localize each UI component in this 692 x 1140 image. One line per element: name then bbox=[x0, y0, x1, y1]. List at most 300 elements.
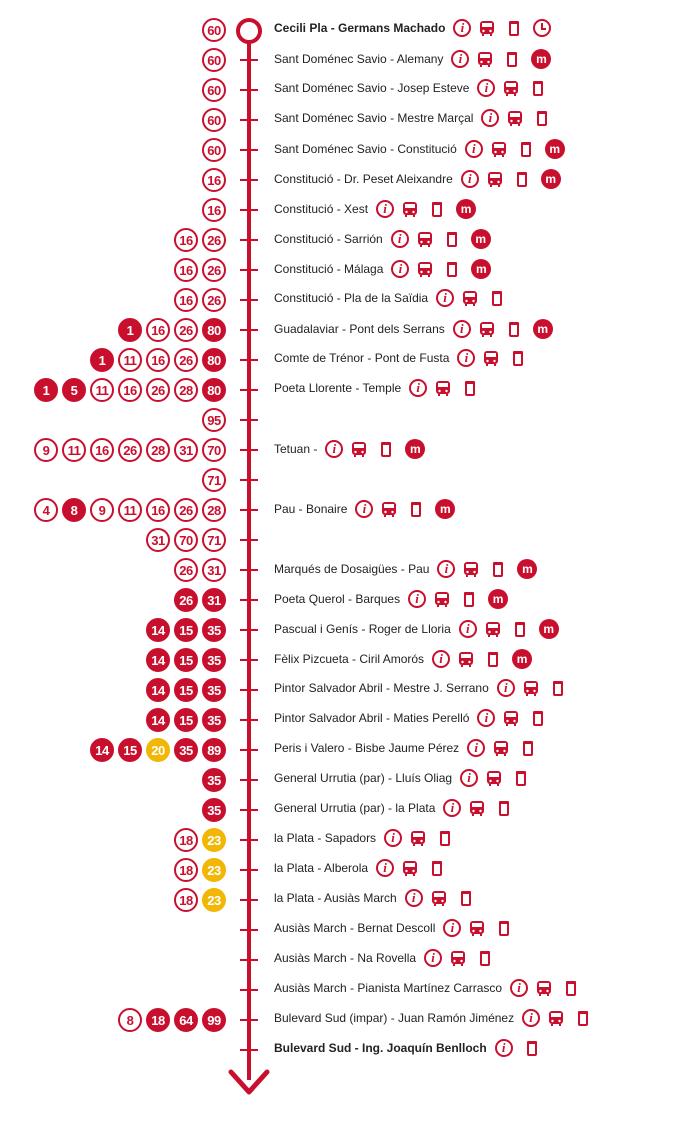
stop-name[interactable]: General Urrutia (par) - la Plata bbox=[274, 801, 436, 815]
line-badge[interactable]: 11 bbox=[90, 378, 114, 402]
stop[interactable] bbox=[274, 619, 559, 639]
line-badge[interactable]: 14 bbox=[146, 678, 170, 702]
bus-stop-icon[interactable] bbox=[434, 591, 450, 608]
stop[interactable] bbox=[274, 109, 547, 127]
bin-icon[interactable] bbox=[447, 232, 457, 247]
stop[interactable] bbox=[274, 829, 450, 847]
stop[interactable] bbox=[274, 889, 471, 907]
stop[interactable] bbox=[274, 379, 475, 397]
bus-stop-icon[interactable] bbox=[477, 51, 493, 68]
bus-stop-icon[interactable] bbox=[435, 380, 451, 397]
line-badge[interactable]: 16 bbox=[174, 288, 198, 312]
stop-tick bbox=[240, 659, 258, 661]
line-badge[interactable]: 23 bbox=[202, 828, 226, 852]
stop-name[interactable]: Marqués de Dosaigües - Pau bbox=[274, 562, 430, 576]
metro-icon[interactable]: m bbox=[539, 619, 559, 639]
info-icon[interactable]: i bbox=[497, 679, 515, 697]
line-badges bbox=[202, 408, 226, 432]
bin-icon[interactable] bbox=[480, 951, 490, 966]
bin-icon[interactable] bbox=[381, 442, 391, 457]
stop-row bbox=[0, 105, 692, 135]
line-badge[interactable]: 14 bbox=[146, 618, 170, 642]
stop-name[interactable]: Constitució - Dr. Peset Aleixandre bbox=[274, 172, 453, 186]
stop-tick bbox=[240, 449, 258, 451]
stop[interactable] bbox=[274, 259, 491, 279]
stop-name[interactable]: Constitució - Sarrión bbox=[274, 232, 383, 246]
stop[interactable] bbox=[274, 199, 476, 219]
line-badge[interactable]: 11 bbox=[118, 348, 142, 372]
line-badge[interactable]: 35 bbox=[174, 738, 198, 762]
bus-stop-icon[interactable] bbox=[523, 680, 539, 697]
info-icon[interactable]: i bbox=[522, 1009, 540, 1027]
bin-icon[interactable] bbox=[509, 21, 519, 36]
bin-icon[interactable] bbox=[553, 681, 563, 696]
info-icon[interactable]: i bbox=[457, 349, 475, 367]
bus-stop-icon[interactable] bbox=[503, 80, 519, 97]
stop[interactable] bbox=[274, 19, 551, 37]
stop[interactable] bbox=[274, 319, 553, 339]
metro-icon[interactable]: m bbox=[471, 229, 491, 249]
stop[interactable] bbox=[274, 589, 508, 609]
stop-tick bbox=[240, 119, 258, 121]
line-badge[interactable]: 31 bbox=[202, 558, 226, 582]
bus-stop-icon[interactable] bbox=[381, 501, 397, 518]
bin-icon[interactable] bbox=[509, 322, 519, 337]
stop-tick bbox=[240, 719, 258, 721]
line-badge[interactable]: 15 bbox=[174, 648, 198, 672]
line-badge[interactable]: 80 bbox=[202, 348, 226, 372]
stop-tick bbox=[240, 839, 258, 841]
line-badge[interactable]: 14 bbox=[146, 708, 170, 732]
stop[interactable] bbox=[274, 949, 490, 967]
stop-name[interactable]: Peris i Valero - Bisbe Jaume Pérez bbox=[274, 741, 460, 755]
line-badge[interactable]: 26 bbox=[118, 438, 142, 462]
line-badge[interactable]: 35 bbox=[202, 798, 226, 822]
bus-stop-icon[interactable] bbox=[485, 621, 501, 638]
bus-stop-icon[interactable] bbox=[410, 830, 426, 847]
line-badge[interactable]: 11 bbox=[118, 498, 142, 522]
line-badge[interactable]: 28 bbox=[146, 438, 170, 462]
line-badge[interactable]: 11 bbox=[62, 438, 86, 462]
stop-name[interactable]: Pintor Salvador Abril - Mestre J. Serrano bbox=[274, 681, 489, 695]
stop-row bbox=[0, 795, 692, 825]
metro-icon[interactable]: m bbox=[533, 319, 553, 339]
metro-icon[interactable]: m bbox=[541, 169, 561, 189]
stop[interactable] bbox=[274, 1039, 537, 1057]
stop[interactable] bbox=[274, 139, 565, 159]
line-badge[interactable]: 4 bbox=[34, 498, 58, 522]
metro-icon[interactable]: m bbox=[531, 49, 551, 69]
info-icon[interactable]: i bbox=[437, 560, 455, 578]
info-icon[interactable]: i bbox=[325, 440, 343, 458]
bus-stop-icon[interactable] bbox=[431, 890, 447, 907]
stop-name[interactable]: Sant Doménec Savio - Mestre Marçal bbox=[274, 111, 474, 125]
line-badge[interactable]: 14 bbox=[146, 648, 170, 672]
line-badge[interactable]: 35 bbox=[202, 708, 226, 732]
info-icon[interactable]: i bbox=[405, 889, 423, 907]
stop-tick bbox=[240, 779, 258, 781]
line-badge[interactable]: 15 bbox=[174, 708, 198, 732]
info-icon[interactable]: i bbox=[465, 140, 483, 158]
bin-icon[interactable] bbox=[537, 111, 547, 126]
line-badge[interactable]: 26 bbox=[174, 498, 198, 522]
line-badge[interactable]: 26 bbox=[146, 378, 170, 402]
bus-stop-icon[interactable] bbox=[462, 290, 478, 307]
info-icon[interactable]: i bbox=[436, 289, 454, 307]
stop-name[interactable]: Ausiàs March - Bernat Descoll bbox=[274, 921, 436, 935]
stop-name[interactable]: Fèlix Pizcueta - Ciril Amorós bbox=[274, 652, 425, 666]
info-icon[interactable]: i bbox=[460, 769, 478, 787]
info-icon[interactable]: i bbox=[376, 859, 394, 877]
line-badge[interactable]: 18 bbox=[146, 1008, 170, 1032]
stop-tick bbox=[240, 569, 258, 571]
line-badge[interactable]: 1 bbox=[34, 378, 58, 402]
stop[interactable] bbox=[274, 919, 509, 937]
stop-row bbox=[0, 255, 692, 285]
line-badge[interactable]: 16 bbox=[90, 438, 114, 462]
bin-icon[interactable] bbox=[521, 142, 531, 157]
line-badge[interactable]: 28 bbox=[174, 378, 198, 402]
stop-row bbox=[0, 1005, 692, 1035]
stop[interactable] bbox=[274, 559, 537, 579]
bus-stop-icon[interactable] bbox=[402, 860, 418, 877]
line-badges bbox=[118, 318, 226, 342]
stop-name[interactable]: Tetuan - bbox=[274, 442, 318, 456]
line-badge[interactable]: 26 bbox=[174, 558, 198, 582]
bin-icon[interactable] bbox=[515, 622, 525, 637]
metro-icon[interactable]: m bbox=[545, 139, 565, 159]
stop-tick bbox=[240, 599, 258, 601]
line-badge[interactable]: 60 bbox=[202, 18, 226, 42]
bus-stop-icon[interactable] bbox=[417, 261, 433, 278]
line-badge[interactable]: 26 bbox=[174, 348, 198, 372]
info-icon[interactable]: i bbox=[495, 1039, 513, 1057]
line-badge[interactable]: 26 bbox=[202, 258, 226, 282]
stop-name[interactable]: General Urrutia (par) - Lluís Oliag bbox=[274, 771, 453, 785]
stop-tick bbox=[240, 509, 258, 511]
bin-icon[interactable] bbox=[533, 711, 543, 726]
stop-name[interactable]: Cecili Pla - Germans Machado bbox=[274, 21, 446, 35]
line-badge[interactable]: 99 bbox=[202, 1008, 226, 1032]
stop[interactable] bbox=[274, 739, 533, 757]
stop-name[interactable]: Constitució - Xest bbox=[274, 202, 369, 216]
line-badges bbox=[146, 648, 226, 672]
bin-icon[interactable] bbox=[411, 502, 421, 517]
bin-icon[interactable] bbox=[447, 262, 457, 277]
route-start-marker bbox=[236, 18, 262, 44]
stop-name[interactable]: la Plata - Sapadors bbox=[274, 831, 377, 845]
line-badge[interactable]: 23 bbox=[202, 888, 226, 912]
stop-row bbox=[0, 75, 692, 105]
line-badge[interactable]: 18 bbox=[174, 888, 198, 912]
stop-tick bbox=[240, 89, 258, 91]
bin-icon[interactable] bbox=[461, 891, 471, 906]
bin-icon[interactable] bbox=[516, 771, 526, 786]
info-icon[interactable]: i bbox=[451, 50, 469, 68]
info-icon[interactable]: i bbox=[477, 79, 495, 97]
line-badges bbox=[146, 708, 226, 732]
stop-name[interactable]: Bulevard Sud (impar) - Juan Ramón Jiménez bbox=[274, 1011, 515, 1025]
stop-tick bbox=[240, 209, 258, 211]
line-badge[interactable]: 28 bbox=[202, 498, 226, 522]
info-icon[interactable]: i bbox=[424, 949, 442, 967]
stop-row bbox=[0, 915, 692, 945]
info-icon[interactable]: i bbox=[384, 829, 402, 847]
line-badge[interactable]: 26 bbox=[202, 228, 226, 252]
info-icon[interactable]: i bbox=[453, 19, 471, 37]
line-badge[interactable]: 60 bbox=[202, 138, 226, 162]
stop-tick bbox=[240, 179, 258, 181]
bin-icon[interactable] bbox=[464, 592, 474, 607]
line-badge[interactable]: 9 bbox=[34, 438, 58, 462]
info-icon[interactable]: i bbox=[409, 379, 427, 397]
info-icon[interactable]: i bbox=[467, 739, 485, 757]
stop[interactable] bbox=[274, 499, 455, 519]
bin-icon[interactable] bbox=[465, 381, 475, 396]
line-badge[interactable]: 35 bbox=[202, 648, 226, 672]
bus-stop-icon[interactable] bbox=[479, 20, 495, 37]
bus-stop-icon[interactable] bbox=[463, 561, 479, 578]
bus-stop-icon[interactable] bbox=[548, 1010, 564, 1027]
bus-stop-icon[interactable] bbox=[351, 441, 367, 458]
bin-icon[interactable] bbox=[488, 652, 498, 667]
bus-stop-icon[interactable] bbox=[402, 201, 418, 218]
bin-icon[interactable] bbox=[527, 1041, 537, 1056]
stop-row bbox=[0, 705, 692, 735]
stop-tick bbox=[240, 749, 258, 751]
line-badge[interactable]: 14 bbox=[90, 738, 114, 762]
stop-name[interactable]: Ausiàs March - Na Rovella bbox=[274, 951, 417, 965]
stop-tick bbox=[240, 689, 258, 691]
stop[interactable] bbox=[274, 229, 491, 249]
bus-stop-icon[interactable] bbox=[503, 710, 519, 727]
stop-name[interactable]: Comte de Trénor - Pont de Fusta bbox=[274, 351, 450, 365]
stop-tick bbox=[240, 59, 258, 61]
stop-name[interactable]: Pascual i Genís - Roger de Lloria bbox=[274, 622, 451, 636]
line-badge[interactable]: 60 bbox=[202, 108, 226, 132]
line-badge[interactable]: 26 bbox=[174, 588, 198, 612]
line-badges bbox=[202, 768, 226, 792]
info-icon[interactable]: i bbox=[453, 320, 471, 338]
line-badge[interactable]: 23 bbox=[202, 858, 226, 882]
line-badge[interactable]: 1 bbox=[118, 318, 142, 342]
stop[interactable] bbox=[274, 709, 543, 727]
line-badge[interactable]: 16 bbox=[174, 228, 198, 252]
line-badges bbox=[174, 228, 226, 252]
bus-stop-icon[interactable] bbox=[487, 171, 503, 188]
line-badge[interactable]: 15 bbox=[118, 738, 142, 762]
info-icon[interactable]: i bbox=[376, 200, 394, 218]
line-badge[interactable]: 70 bbox=[202, 438, 226, 462]
stop[interactable] bbox=[274, 439, 425, 459]
bin-icon[interactable] bbox=[493, 562, 503, 577]
line-badge[interactable]: 60 bbox=[202, 78, 226, 102]
line-badge[interactable]: 95 bbox=[202, 408, 226, 432]
bus-stop-icon[interactable] bbox=[417, 231, 433, 248]
stop-name[interactable]: Poeta Llorente - Temple bbox=[274, 381, 402, 395]
bus-stop-icon[interactable] bbox=[507, 110, 523, 127]
line-badge[interactable]: 26 bbox=[174, 318, 198, 342]
bus-stop-icon[interactable] bbox=[469, 800, 485, 817]
stop-row bbox=[0, 195, 692, 225]
line-badges bbox=[202, 168, 226, 192]
line-badge[interactable]: 18 bbox=[174, 828, 198, 852]
line-badges bbox=[90, 738, 226, 762]
stop-tick bbox=[240, 389, 258, 391]
line-badges bbox=[202, 198, 226, 222]
bin-icon[interactable] bbox=[566, 981, 576, 996]
line-badge[interactable]: 35 bbox=[202, 618, 226, 642]
bus-stop-icon[interactable] bbox=[469, 920, 485, 937]
info-icon[interactable]: i bbox=[459, 620, 477, 638]
stop-row bbox=[0, 15, 692, 45]
line-badge[interactable]: 18 bbox=[174, 858, 198, 882]
bin-icon[interactable] bbox=[440, 831, 450, 846]
line-badge[interactable]: 31 bbox=[202, 588, 226, 612]
line-badges bbox=[202, 108, 226, 132]
bus-stop-icon[interactable] bbox=[493, 740, 509, 757]
line-badges bbox=[146, 528, 226, 552]
metro-icon[interactable]: m bbox=[435, 499, 455, 519]
bus-stop-icon[interactable] bbox=[450, 950, 466, 967]
stop-name[interactable]: Constitució - Pla de la Saïdia bbox=[274, 291, 429, 305]
stop-name[interactable]: Ausiàs March - Pianista Martínez Carrasco bbox=[274, 981, 503, 995]
stop-name[interactable]: Sant Doménec Savio - Constitució bbox=[274, 142, 457, 156]
line-badge[interactable]: 64 bbox=[174, 1008, 198, 1032]
bin-icon[interactable] bbox=[499, 921, 509, 936]
line-badge[interactable]: 35 bbox=[202, 678, 226, 702]
stop[interactable] bbox=[274, 79, 543, 97]
stop[interactable] bbox=[274, 49, 551, 69]
stop[interactable] bbox=[274, 769, 526, 787]
line-badge[interactable]: 80 bbox=[202, 318, 226, 342]
stop-row bbox=[0, 45, 692, 75]
line-badge[interactable]: 16 bbox=[146, 318, 170, 342]
line-badge[interactable]: 80 bbox=[202, 378, 226, 402]
line-badges bbox=[202, 138, 226, 162]
stop-name[interactable]: Poeta Querol - Barques bbox=[274, 592, 401, 606]
bin-icon[interactable] bbox=[499, 801, 509, 816]
line-badge[interactable]: 16 bbox=[174, 258, 198, 282]
info-icon[interactable]: i bbox=[408, 590, 426, 608]
bus-stop-icon[interactable] bbox=[536, 980, 552, 997]
line-badge[interactable]: 15 bbox=[174, 618, 198, 642]
info-icon[interactable]: i bbox=[481, 109, 499, 127]
stop-tick bbox=[240, 539, 258, 541]
line-badge[interactable]: 1 bbox=[90, 348, 114, 372]
metro-icon[interactable]: m bbox=[471, 259, 491, 279]
stop[interactable] bbox=[274, 979, 576, 997]
line-badge[interactable]: 8 bbox=[118, 1008, 142, 1032]
stop-row bbox=[0, 825, 692, 855]
line-badge[interactable]: 31 bbox=[174, 438, 198, 462]
line-badges bbox=[90, 348, 226, 372]
line-badge[interactable]: 15 bbox=[174, 678, 198, 702]
info-icon[interactable]: i bbox=[443, 799, 461, 817]
stop-name[interactable]: Guadalaviar - Pont dels Serrans bbox=[274, 322, 445, 336]
stop-name[interactable]: Bulevard Sud - Ing. Joaquín Benlloch bbox=[274, 1041, 487, 1055]
stop[interactable] bbox=[274, 799, 509, 817]
clock-icon[interactable] bbox=[533, 19, 551, 37]
stop-name[interactable]: Sant Doménec Savio - Alemany bbox=[274, 52, 444, 66]
line-badge[interactable]: 5 bbox=[62, 378, 86, 402]
info-icon[interactable]: i bbox=[355, 500, 373, 518]
stop[interactable] bbox=[274, 679, 563, 697]
stop-row bbox=[0, 1035, 692, 1065]
line-badge[interactable]: 16 bbox=[202, 168, 226, 192]
stop-name[interactable]: la Plata - Alberola bbox=[274, 861, 369, 875]
info-icon[interactable]: i bbox=[391, 230, 409, 248]
line-badge[interactable]: 16 bbox=[146, 498, 170, 522]
line-badge[interactable]: 16 bbox=[146, 348, 170, 372]
stop-name[interactable]: Sant Doménec Savio - Josep Esteve bbox=[274, 81, 470, 95]
bus-stop-icon[interactable] bbox=[486, 770, 502, 787]
metro-icon[interactable]: m bbox=[488, 589, 508, 609]
line-badge[interactable]: 71 bbox=[202, 468, 226, 492]
bin-icon[interactable] bbox=[513, 351, 523, 366]
stop-name[interactable]: Pintor Salvador Abril - Maties Perelló bbox=[274, 711, 470, 725]
line-badge[interactable]: 9 bbox=[90, 498, 114, 522]
metro-icon[interactable]: m bbox=[456, 199, 476, 219]
info-icon[interactable]: i bbox=[477, 709, 495, 727]
line-badge[interactable]: 31 bbox=[146, 528, 170, 552]
bin-icon[interactable] bbox=[432, 202, 442, 217]
line-badges bbox=[174, 258, 226, 282]
line-badge[interactable]: 35 bbox=[202, 768, 226, 792]
stop-name[interactable]: la Plata - Ausiàs March bbox=[274, 891, 397, 905]
bin-icon[interactable] bbox=[517, 172, 527, 187]
stop[interactable] bbox=[274, 1009, 588, 1027]
metro-icon[interactable]: m bbox=[512, 649, 532, 669]
stop-name[interactable]: Constitució - Málaga bbox=[274, 262, 384, 276]
line-badge[interactable]: 89 bbox=[202, 738, 226, 762]
stop[interactable] bbox=[274, 289, 502, 307]
info-icon[interactable]: i bbox=[443, 919, 461, 937]
line-badge[interactable]: 70 bbox=[174, 528, 198, 552]
line-badge[interactable]: 20 bbox=[146, 738, 170, 762]
line-badge[interactable]: 60 bbox=[202, 48, 226, 72]
stop[interactable] bbox=[274, 169, 561, 189]
line-badge[interactable]: 16 bbox=[118, 378, 142, 402]
stop-row bbox=[0, 945, 692, 975]
line-badges bbox=[146, 618, 226, 642]
line-badge[interactable]: 26 bbox=[202, 288, 226, 312]
bin-icon[interactable] bbox=[432, 861, 442, 876]
line-badge[interactable]: 71 bbox=[202, 528, 226, 552]
bin-icon[interactable] bbox=[492, 291, 502, 306]
bus-stop-icon[interactable] bbox=[479, 321, 495, 338]
info-icon[interactable]: i bbox=[461, 170, 479, 188]
metro-icon[interactable]: m bbox=[405, 439, 425, 459]
info-icon[interactable]: i bbox=[391, 260, 409, 278]
info-icon[interactable]: i bbox=[432, 650, 450, 668]
stop[interactable] bbox=[274, 859, 442, 877]
stop-name[interactable]: Pau - Bonaire bbox=[274, 502, 348, 516]
metro-icon[interactable]: m bbox=[517, 559, 537, 579]
line-badge[interactable]: 8 bbox=[62, 498, 86, 522]
bin-icon[interactable] bbox=[578, 1011, 588, 1026]
stop[interactable] bbox=[274, 649, 532, 669]
line-badge[interactable]: 16 bbox=[202, 198, 226, 222]
bin-icon[interactable] bbox=[533, 81, 543, 96]
bus-stop-icon[interactable] bbox=[491, 141, 507, 158]
bus-stop-icon[interactable] bbox=[458, 651, 474, 668]
stop[interactable] bbox=[274, 349, 523, 367]
bus-stop-icon[interactable] bbox=[483, 350, 499, 367]
bin-icon[interactable] bbox=[523, 741, 533, 756]
info-icon[interactable]: i bbox=[510, 979, 528, 997]
bin-icon[interactable] bbox=[507, 52, 517, 67]
